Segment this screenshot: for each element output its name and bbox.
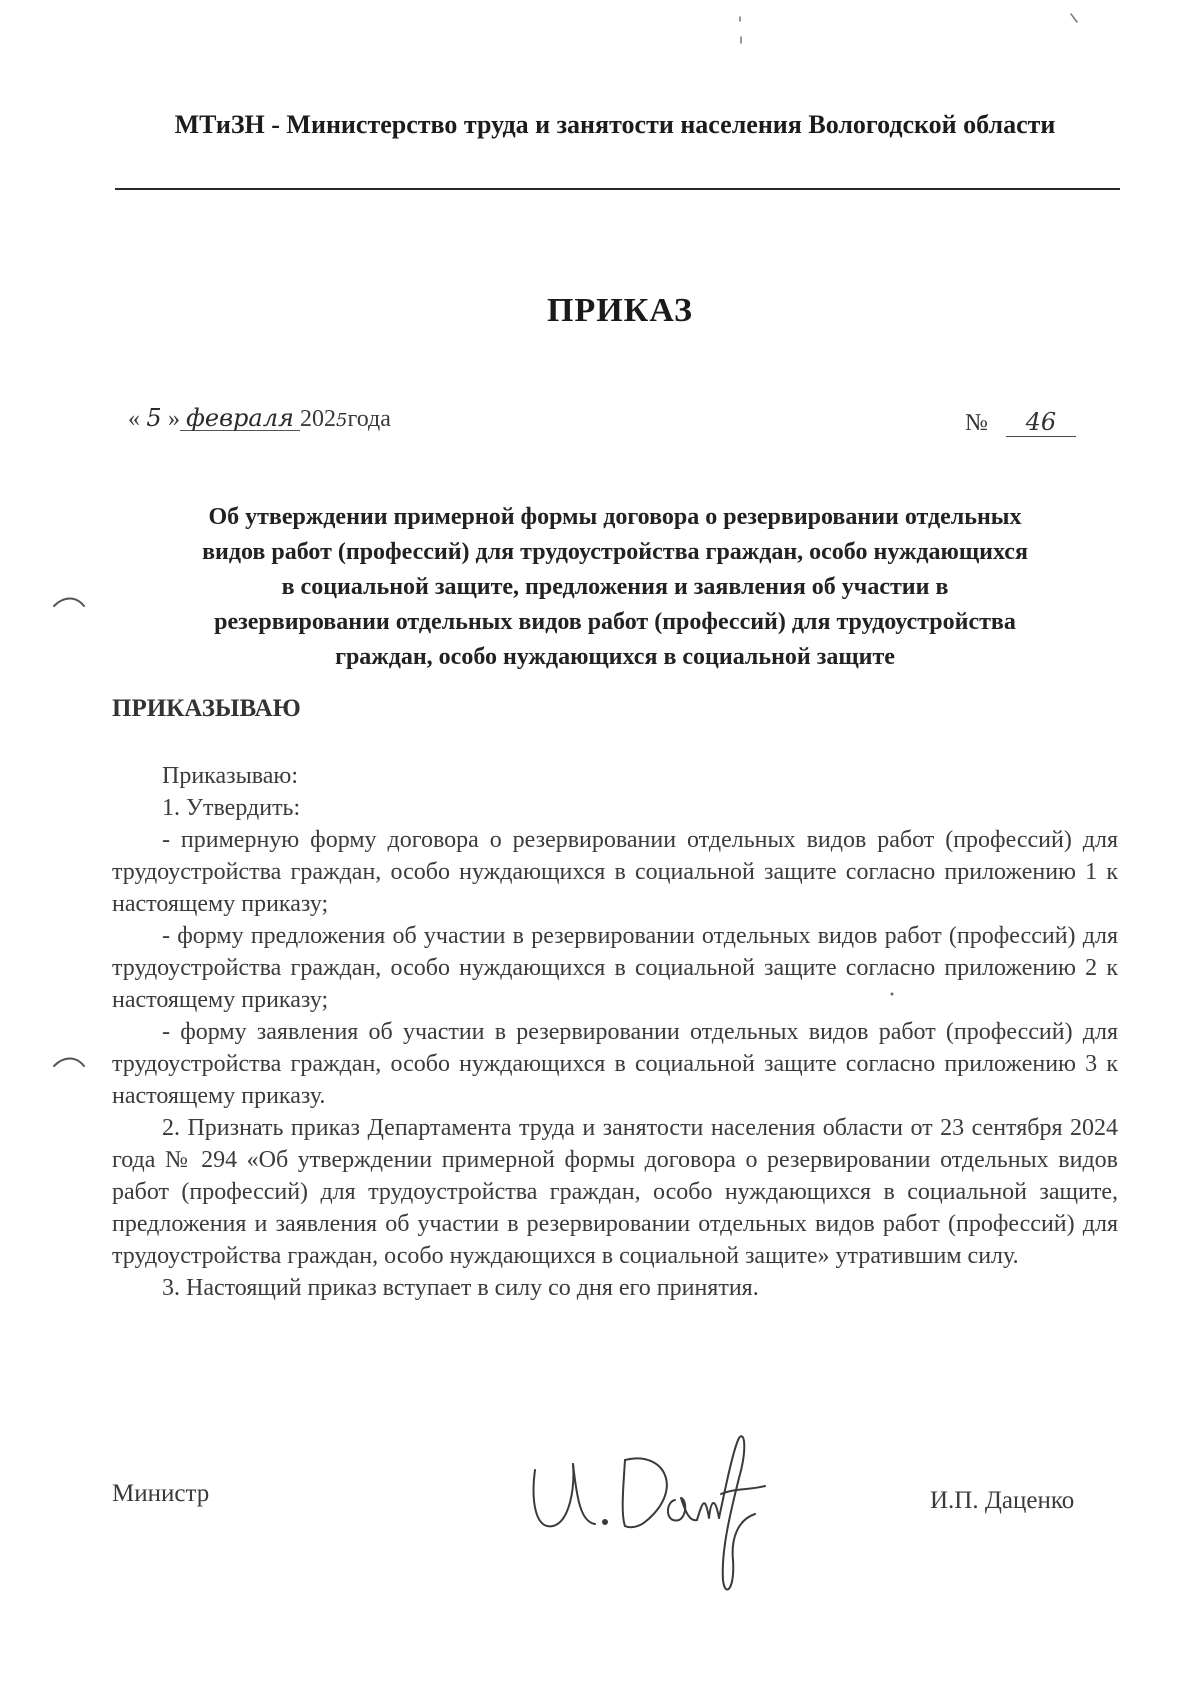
scan-speck <box>735 15 745 45</box>
date-day: 5 <box>146 404 162 432</box>
document-body <box>112 760 1118 1304</box>
body-paragraph: - форму заявления об участии в резервировании отдельных видов работ (профессий) для трудоустройства граждан, особо нуждающихся в социальной защите согласно приложению 3 к настоящему приказу. <box>112 1019 1118 1109</box>
body-paragraph: Приказываю: <box>162 763 298 789</box>
scan-mark <box>50 590 90 620</box>
date-open-quote: « <box>128 406 140 432</box>
scan-speck <box>888 990 896 998</box>
date-close-quote: » <box>168 406 180 432</box>
number-label: № <box>965 410 988 436</box>
signatory-name: И.П. Даценко <box>930 1487 1075 1514</box>
subject-line: Об утверждении примерной формы договора о резервировании отдельных <box>208 504 1022 530</box>
date-suffix: года <box>347 406 391 432</box>
document-number <box>965 408 1076 437</box>
document-subject <box>110 500 1120 675</box>
subject-line: в социальной защите, предложения и заявления об участии в <box>281 574 949 600</box>
body-paragraph: - примерную форму договора о резервировании отдельных видов работ (профессий) для трудоустройства граждан, особо нуждающихся в социальной защите согласно приложению 1 к настоящему приказу; <box>112 827 1118 917</box>
signatory-role: Министр <box>112 1480 210 1507</box>
handwritten-signature <box>525 1430 785 1600</box>
body-paragraph: 2. Признать приказ Департамента труда и занятости населения области от 23 сентября 2024 года № 294 «Об утверждении примерной формы договора о резервировании отдельных видов работ (профессий) для трудоустройства граждан, особо нуждающихся в социальной защите, предложения и заявления об участии в резервировании отдельных видов работ (профессий) для трудоустройства граждан, особо нуждающихся в социальной защите» утратившим силу. <box>112 1115 1118 1269</box>
date-month: февраля <box>180 406 300 431</box>
date-year-prefix: 202 <box>300 406 336 432</box>
subject-line: видов работ (профессий) для трудоустройства граждан, особо нуждающихся <box>202 539 1028 565</box>
body-paragraph: 3. Настоящий приказ вступает в силу со дня его принятия. <box>162 1275 759 1301</box>
date-year-handwritten: 5 <box>336 410 348 431</box>
subject-line: граждан, особо нуждающихся в социальной защите <box>335 644 895 670</box>
order-word: ПРИКАЗЫВАЮ <box>112 695 301 722</box>
body-paragraph: 1. Утвердить: <box>162 795 301 821</box>
organization-header: МТиЗН - Министерство труда и занятости населения Вологодской области <box>174 110 1056 139</box>
scan-mark <box>50 1050 90 1080</box>
document-date <box>128 404 391 433</box>
header-rule <box>115 188 1120 190</box>
document-title: ПРИКАЗ <box>547 292 693 329</box>
number-value: 46 <box>1006 408 1076 437</box>
subject-line: резервировании отдельных видов работ (профессий) для трудоустройства <box>214 609 1016 635</box>
scan-speck <box>1068 10 1082 30</box>
body-paragraph: - форму предложения об участии в резервировании отдельных видов работ (профессий) для трудоустройства граждан, особо нуждающихся в социальной защите согласно приложению 2 к настоящему приказу; <box>112 923 1118 1013</box>
